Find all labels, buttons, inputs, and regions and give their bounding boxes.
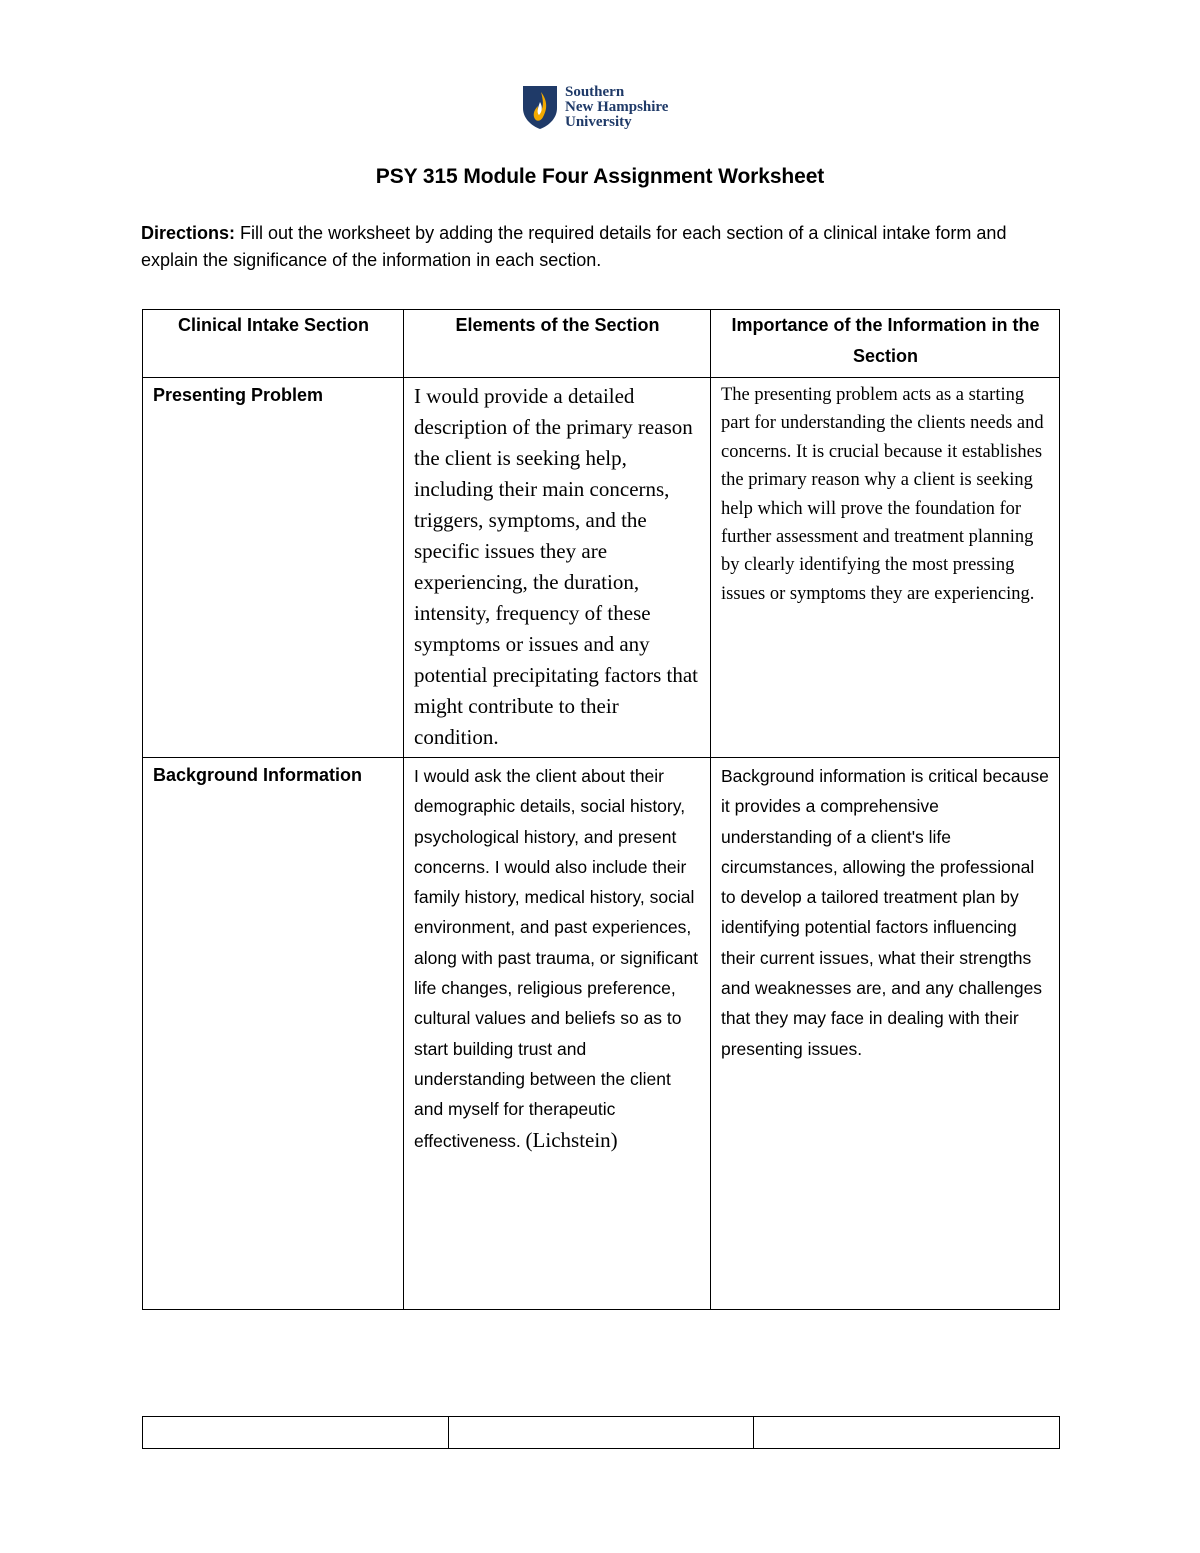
university-logo (521, 84, 668, 130)
section-background-information: Background Information (143, 758, 404, 1310)
directions-label: Directions: (141, 223, 236, 243)
table-row (143, 378, 1060, 758)
table-header-row (143, 310, 1060, 378)
logo-line-3: University (565, 113, 632, 130)
logo-wordmark (565, 85, 668, 130)
continuation-table (142, 1416, 1060, 1449)
elements-background-information (404, 758, 711, 1310)
logo-line-2: New Hampshire (565, 98, 669, 115)
shield-flame-icon (521, 84, 559, 130)
elements-background-text: I would ask the client about their demographic details, social history, psychological history, and present concerns. I would also include their family history, medical history, social environment, and past experiences, along with past trauma, or significant life changes, religious preference, cultural values and beliefs so as to start building trust and understanding between the client and myself for therapeutic effectiveness. (414, 766, 699, 1151)
intake-table (142, 309, 1060, 1310)
page-title: PSY 315 Module Four Assignment Worksheet (375, 165, 825, 188)
table-row (143, 1417, 1060, 1449)
header-importance: Importance of the Information in the Section (711, 310, 1060, 378)
section-presenting-problem: Presenting Problem (143, 378, 404, 758)
directions-paragraph (141, 220, 1061, 274)
directions-text: Fill out the worksheet by adding the required details for each section of a clinical intake form and explain the significance of the information in each section. (141, 223, 1007, 270)
header-clinical-intake-section: Clinical Intake Section (143, 310, 404, 378)
importance-background-information: Background information is critical because it provides a comprehensive understanding of a client's life circumstances, allowing the professional to develop a tailored treatment plan by identifying potential factors influencing their current issues, what their strengths and weaknesses are, and any challenges that they may face in dealing with their presenting issues. (711, 758, 1060, 1310)
table-row (143, 758, 1060, 1310)
empty-cell (143, 1417, 449, 1449)
citation: (Lichstein) (525, 1127, 618, 1152)
importance-presenting-problem: The presenting problem acts as a starting part for understanding the clients needs and concerns. It is crucial because it establishes the primary reason why a client is seeking help which will prove the foundation for further assessment and treatment planning by clearly identifying the most pressing issues or symptoms they are experiencing. (711, 378, 1060, 758)
empty-cell (448, 1417, 754, 1449)
header-elements-of-section: Elements of the Section (404, 310, 711, 378)
empty-cell (754, 1417, 1060, 1449)
elements-presenting-problem: I would provide a detailed description of the primary reason the client is seeking help, including their main concerns, triggers, symptoms, and the specific issues they are experiencing, the duration, intensity, frequency of these symptoms or issues and any potential precipitating factors that might contribute to their condition. (404, 378, 711, 758)
logo-line-1: Southern (565, 83, 625, 100)
